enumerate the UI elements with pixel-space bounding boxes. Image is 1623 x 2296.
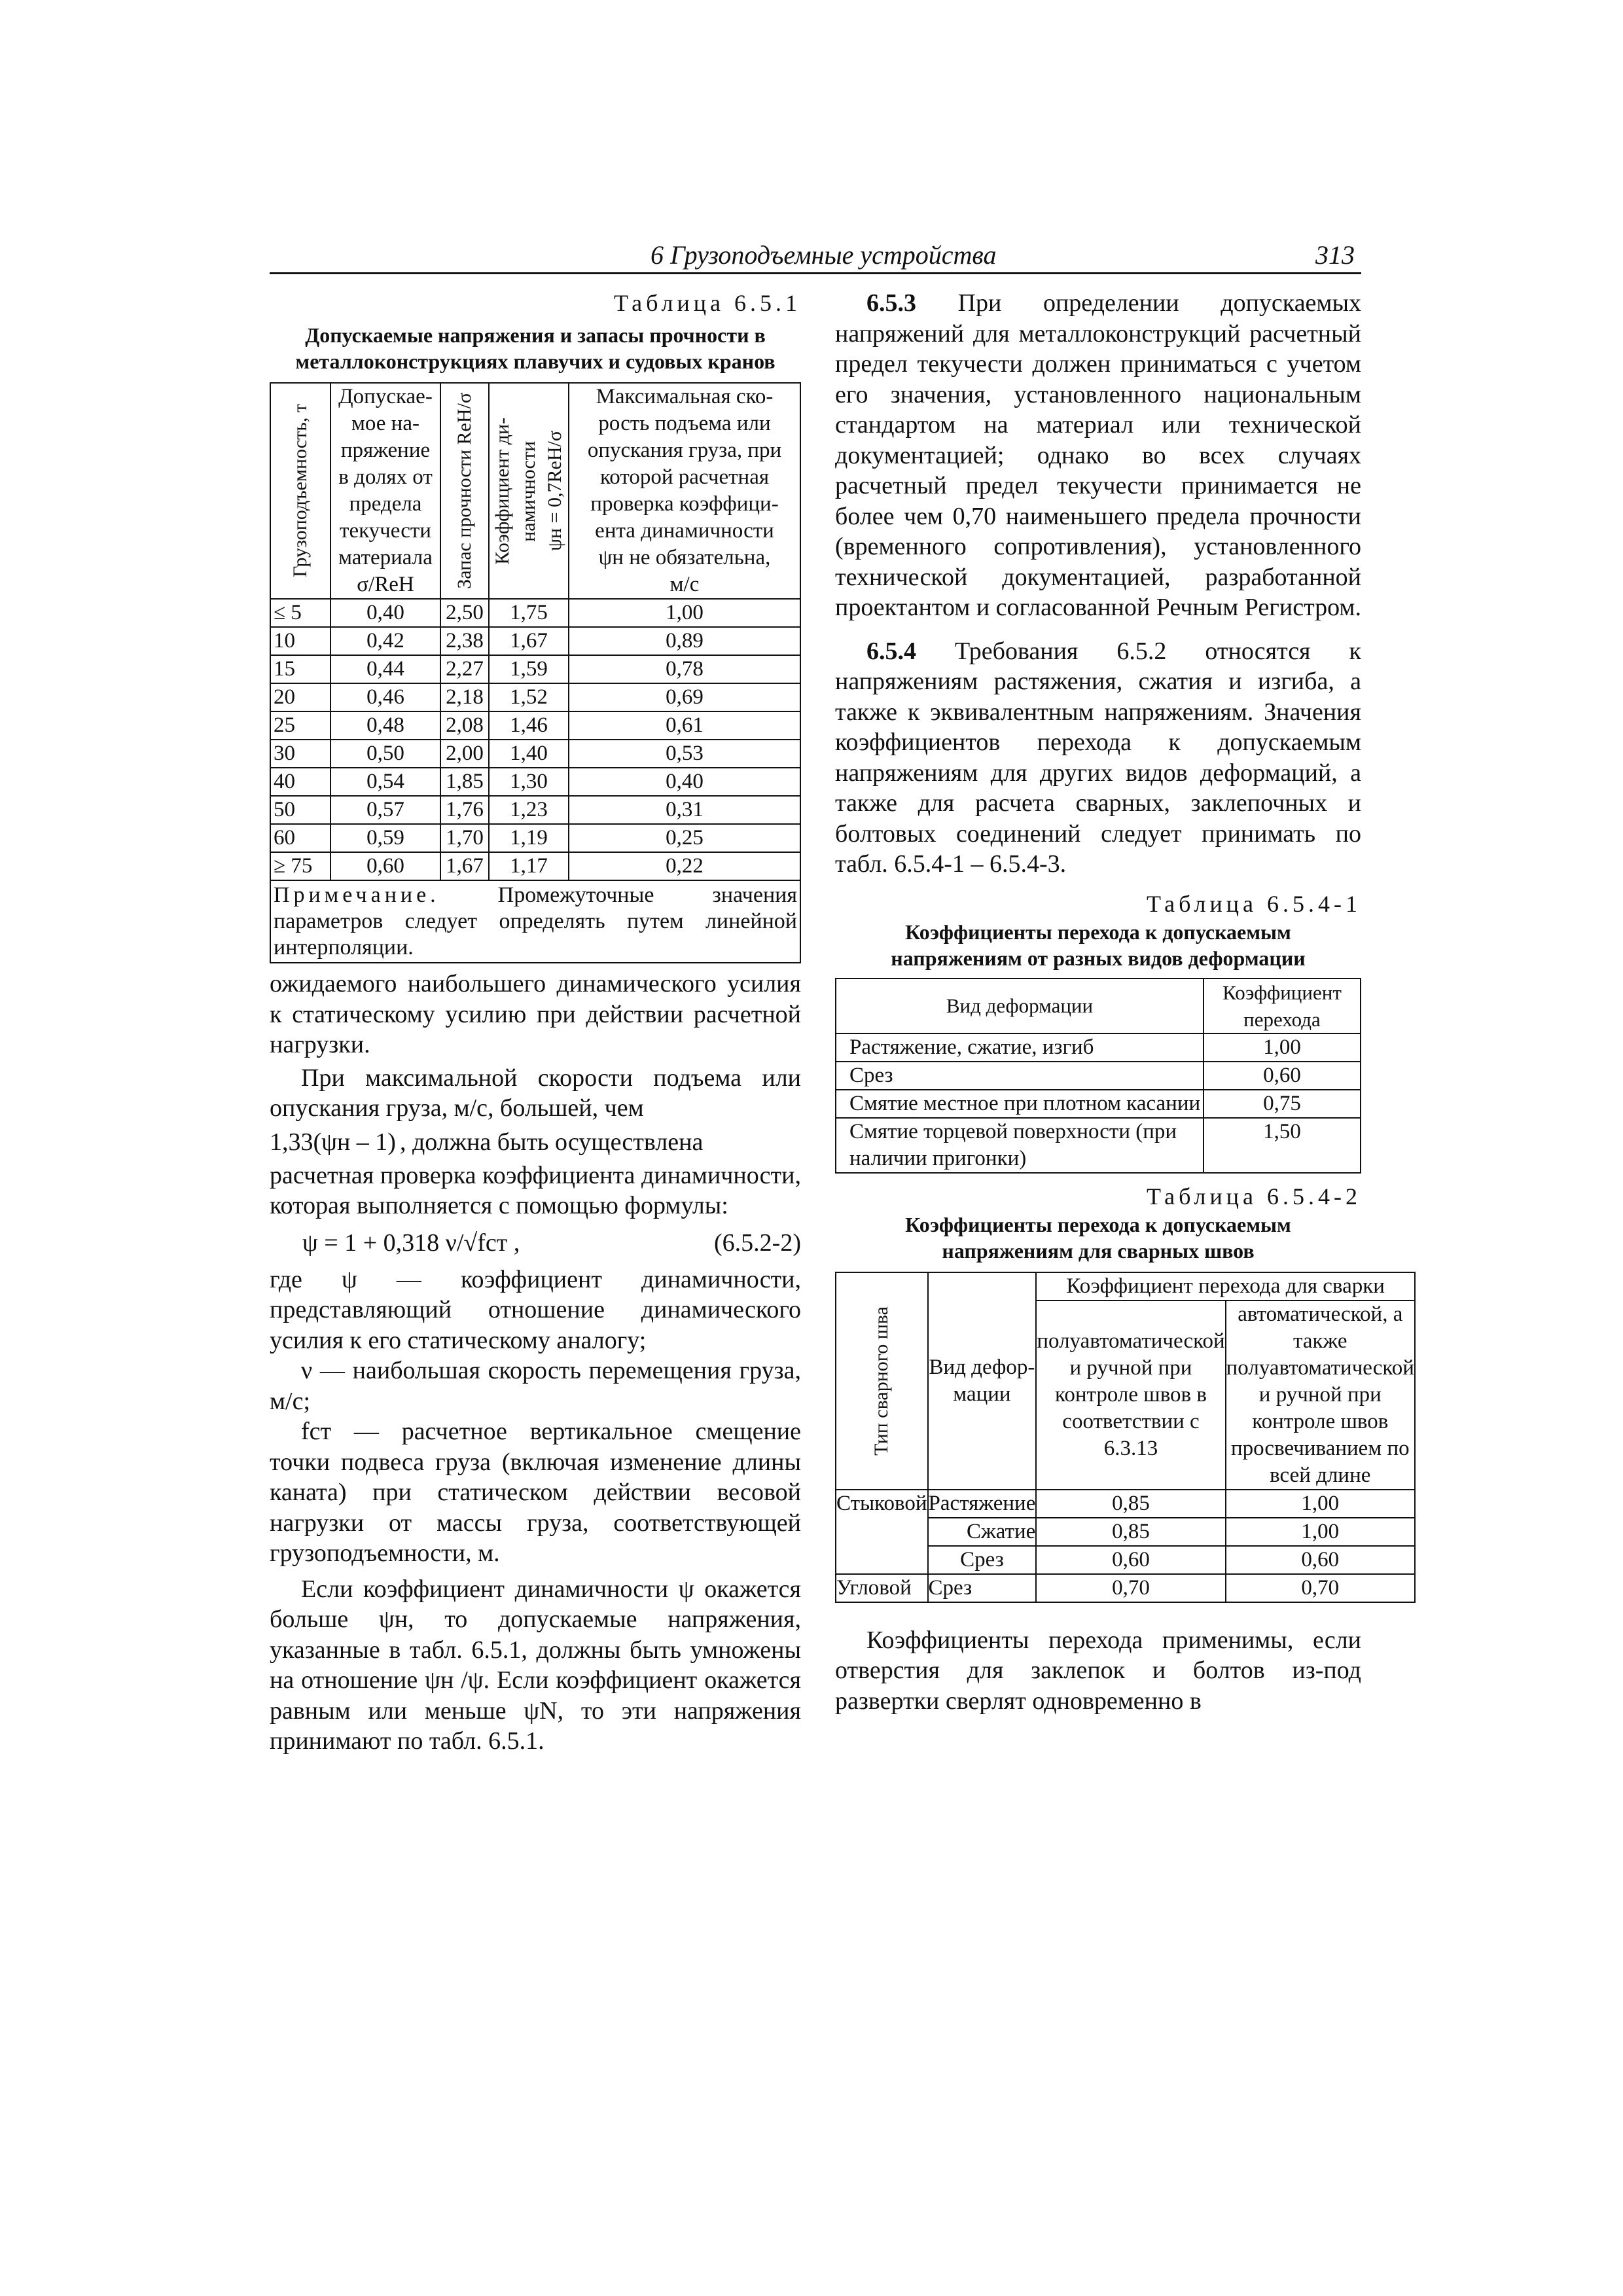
- section-6-5-3: 6.5.3 При определении допускаемых напряжений для металлоконструкций расчетный предел текучести должен приниматься с учетом его значения, установленного национальным стандартом на материал или технической документацией; однако во всех случаях расчетный предел текучести принимается не более чем 0,70 наименьшего предела прочности (временного сопротивления), установленного технической документацией, разработанной проектантом и согласованной Речным Регистром.: [835, 289, 1361, 621]
- paragraph: ожидаемого наибольшего динамического усилия к статическому усилию при действии расчетной нагрузки.: [270, 970, 801, 1058]
- header-weld-type: Тип сварного шва: [836, 1272, 928, 1490]
- table-row: ≤ 5 0,40 2,50 1,75 1,00: [270, 599, 800, 627]
- header-deformation: Вид дефор-мации: [928, 1272, 1037, 1490]
- table-6541: [835, 978, 1361, 1174]
- table-caption: Таблица 6.5.4-1: [1147, 890, 1361, 917]
- paragraph: Коэффициенты перехода применимы, если отверстия для заклепок и болтов из-под развертки сверлят одновременно в: [835, 1626, 1361, 1715]
- table-row: Смятие торцевой поверхности (при наличии пригонки) 1,50: [836, 1118, 1361, 1173]
- table-note: Примечание. Промежуточные значения параметров следует определять путем линейной интерполяции.: [270, 880, 800, 963]
- table-row: 60 0,59 1,70 1,19 0,25: [270, 824, 800, 852]
- header-deformation: Вид деформации: [836, 978, 1204, 1033]
- table-caption: Таблица 6.5.1: [614, 290, 801, 316]
- running-header: [270, 240, 1361, 274]
- table-row: Срез 0,60: [836, 1062, 1361, 1090]
- paragraph: При максимальной скорости подъема или опускания груза, м/с, большей, чем: [270, 1064, 801, 1122]
- header-safety-factor: Запас прочности RеН/σ: [440, 383, 489, 599]
- header-semi-auto: полуавтоматической и ручной при контроле швов в соответствии с 6.3.13: [1036, 1300, 1225, 1490]
- table-title: Коэффициенты перехода к допускаемым напряжениям для сварных швов: [905, 1212, 1291, 1263]
- table-row: Угловой Срез 0,70 0,70: [836, 1574, 1415, 1602]
- table-row: Сжатие 0,85 1,00: [836, 1518, 1415, 1546]
- header-coefficient: Коэффициент перехода: [1204, 978, 1361, 1033]
- table-row: Срез 0,60 0,60: [836, 1546, 1415, 1574]
- paragraph: ν — наибольшая скорость перемещения груза, м/с;: [270, 1357, 801, 1415]
- paragraph: Если коэффициент динамичности ψ окажется больше ψн, то допускаемые напряжения, указанные в табл. 6.5.1, должны быть умножены на отношение ψн /ψ. Если коэффициент окажется равным или меньше ψN, то эти напряжения принимают по табл. 6.5.1.: [270, 1575, 801, 1755]
- table-row: Смятие местное при плотном касании 0,75: [836, 1090, 1361, 1118]
- table-row: 50 0,57 1,76 1,23 0,31: [270, 796, 800, 824]
- paragraph: fст — расчетное вертикальное смещение точки подвеса груза (включая изменение длины каната) при статическом действии весовой нагрузки от массы груза, соответствующей грузоподъемности, м.: [270, 1418, 801, 1567]
- page-number: 313: [1315, 240, 1355, 270]
- table-row: 25 0,48 2,08 1,46 0,61: [270, 711, 800, 740]
- paragraph: расчетная проверка коэффициента динамичности, которая выполняется с помощью формулы:: [270, 1161, 801, 1219]
- table-651: [270, 382, 801, 963]
- right-column: [835, 288, 1414, 1716]
- table-title: Допускаемые напряжения и запасы прочности в металлоконструкциях плавучих и судовых кранов: [295, 323, 776, 373]
- table-row: Растяжение, сжатие, изгиб 1,00: [836, 1033, 1361, 1062]
- table-row: 10 0,42 2,38 1,67 0,89: [270, 627, 800, 655]
- table-row: 40 0,54 1,85 1,30 0,40: [270, 768, 800, 796]
- header-max-speed: Максимальная ско- рость подъема или опускания груза, при которой расчетная проверка коэффици- ента динамичности ψн не обязательна, м/с: [569, 383, 800, 599]
- section-6-5-4: 6.5.4 Требования 6.5.2 относятся к напряжениям растяжения, сжатия и изгиба, а также к эквивалентным напряжениям. Значения коэффициентов перехода к допускаемым напряжениям для других видов деформаций, а также для расчета сварных, заклепочных и болтовых соединений следует принимать по табл. 6.5.4-1 – 6.5.4-3.: [835, 637, 1361, 878]
- header-capacity: Грузоподъемность, т: [270, 383, 330, 599]
- table-title: Коэффициенты перехода к допускаемым напряжениям от разных видов деформации: [891, 920, 1306, 970]
- paragraph: где ψ — коэффициент динамичности, представляющий отношение динамического усилия к его статическому аналогу;: [270, 1265, 801, 1354]
- table-row: 15 0,44 2,27 1,59 0,78: [270, 655, 800, 683]
- table-caption: Таблица 6.5.4-2: [1147, 1183, 1361, 1210]
- table-row: Стыковой Растяжение 0,85 1,00: [836, 1490, 1415, 1518]
- paragraph-expr: 1,33(ψн – 1) , должна быть осуществлена: [270, 1128, 704, 1156]
- header-dynamic-coef: Коэффициент ди- намичности ψн = 0,7RеН/σ: [489, 383, 569, 599]
- table-row: ≥ 75 0,60 1,67 1,17 0,22: [270, 852, 800, 880]
- formula: ψ = 1 + 0,318 ν/√fст , (6.5.2-2): [270, 1221, 801, 1265]
- running-title: 6 Грузоподъемные устройства: [651, 240, 997, 270]
- left-column: [270, 288, 801, 1757]
- table-6542: [835, 1272, 1416, 1603]
- table-row: 20 0,46 2,18 1,52 0,69: [270, 683, 800, 711]
- table-row: 30 0,50 2,00 1,40 0,53: [270, 740, 800, 768]
- header-auto: автоматической, а также полуавтоматической и ручной при контроле швов просвечиванием по всей длине: [1226, 1300, 1415, 1490]
- header-group: Коэффициент перехода для сварки: [1036, 1272, 1415, 1300]
- formula-number: (6.5.2-2): [714, 1229, 801, 1257]
- header-allowable-stress: Допускае- мое на- пряжение в долях от предела текучести материала σ/RеН: [330, 383, 440, 599]
